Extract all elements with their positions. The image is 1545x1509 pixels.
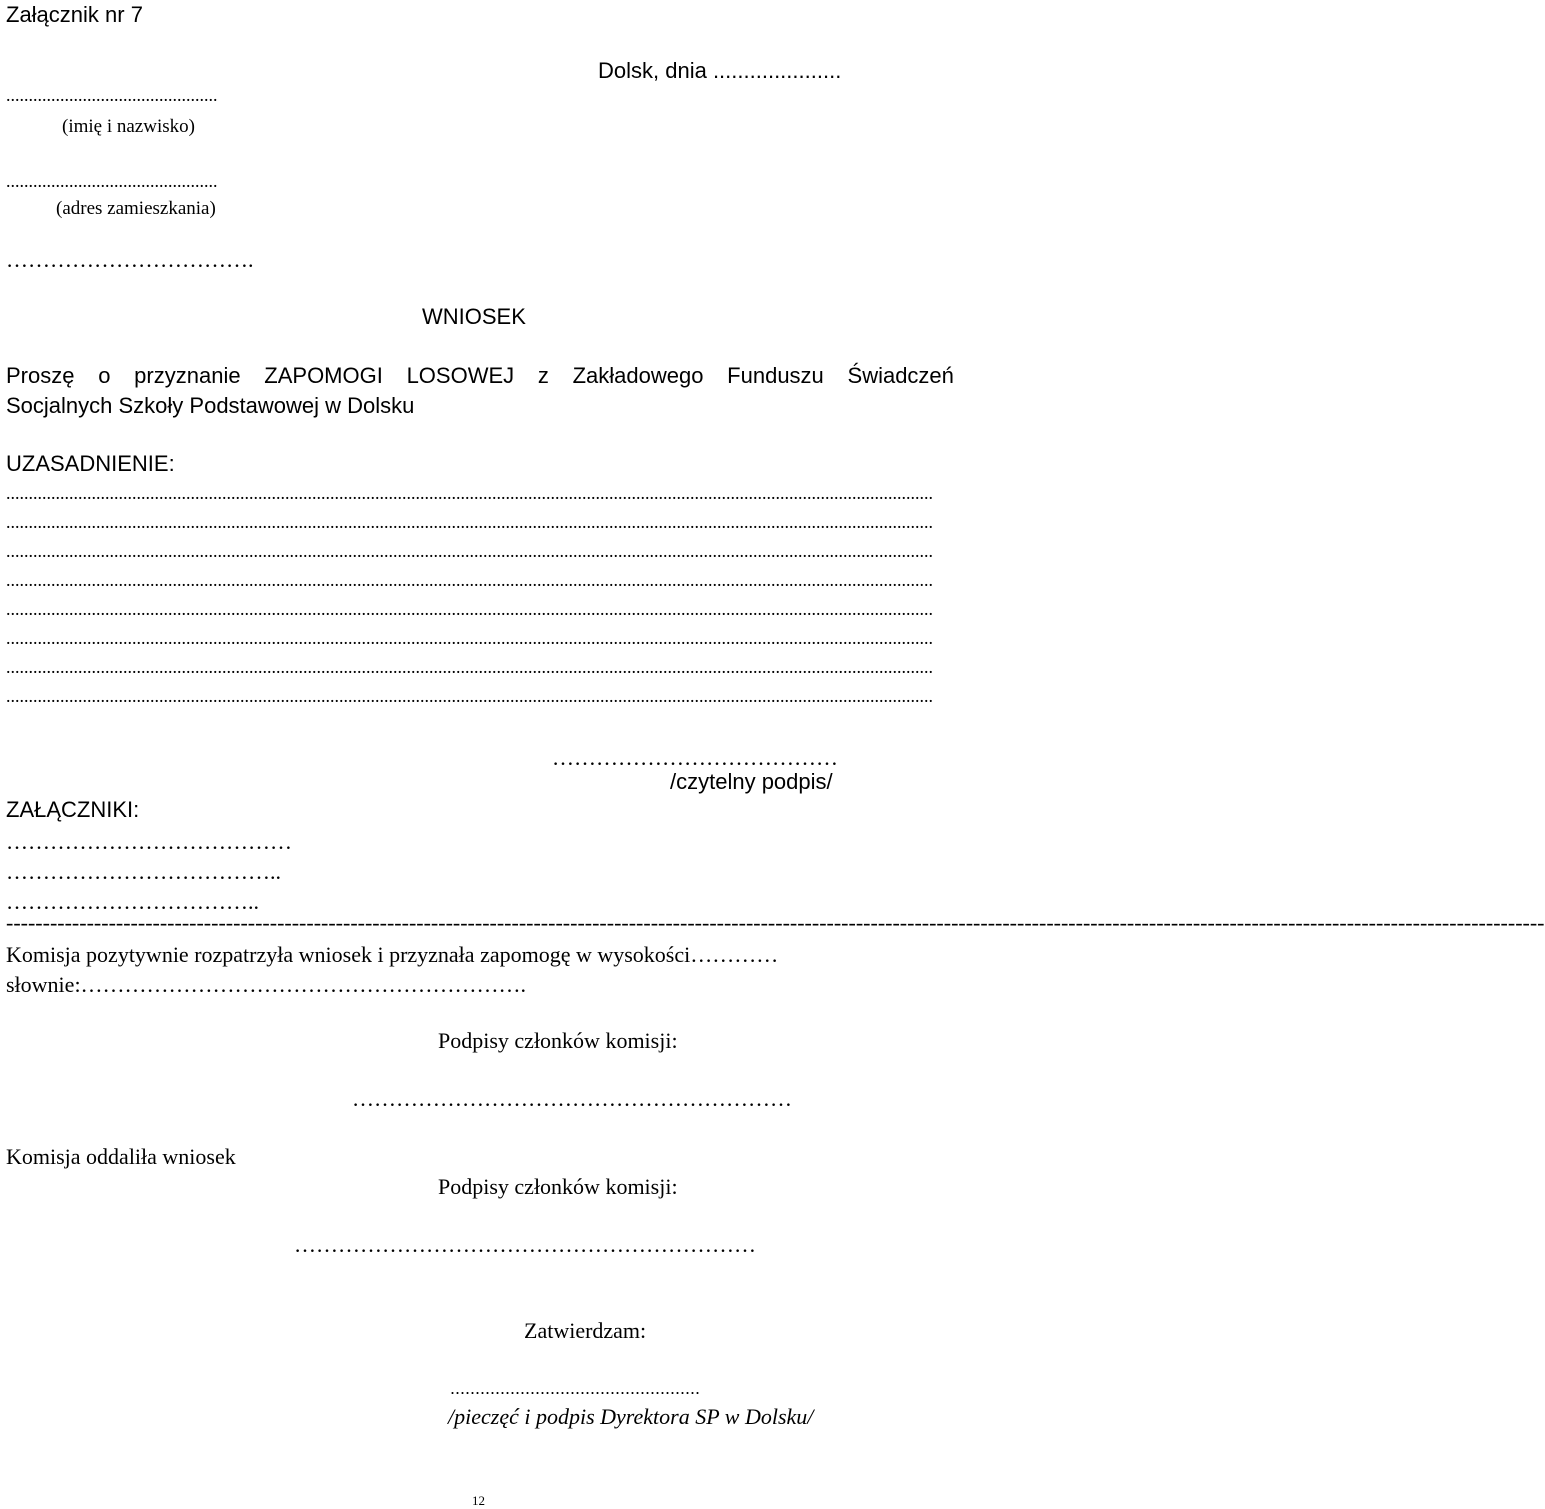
request-word: z — [537, 363, 549, 388]
approve-label: Zatwierdzam: — [524, 1318, 647, 1343]
request-word: przyznanie — [134, 363, 241, 388]
committee-signature-line-1: …………………………………………………… — [352, 1086, 792, 1111]
justification-line: .............................................................................................................................................................................................................. — [6, 628, 933, 648]
request-line-1 — [6, 365, 954, 387]
place-date: Dolsk, dnia ..................... — [598, 58, 842, 83]
committee-signatures-label-2: Podpisy członków komisji: — [438, 1174, 678, 1199]
request-word: o — [98, 363, 111, 388]
request-word: Świadczeń — [847, 363, 954, 388]
justification-line: .............................................................................................................................................................................................................. — [6, 483, 933, 503]
director-signature-line: .................................................. — [450, 1378, 701, 1398]
request-line-2: Socjalnych Szkoły Podstawowej w Dolsku — [6, 393, 415, 418]
attachment-line: ……………………………….. — [6, 859, 281, 884]
request-word: Zakładowego — [572, 363, 704, 388]
separator-line: ------------------------------------------------------------------------------------------------------------------------------------------------------------------------------------------------------------------ — [6, 910, 1545, 935]
attachment-line: …………………………….. — [6, 889, 259, 914]
justification-line: .............................................................................................................................................................................................................. — [6, 512, 933, 532]
attachment-label: Załącznik nr 7 — [6, 2, 143, 27]
committee-signatures-label-1: Podpisy członków komisji: — [438, 1028, 678, 1053]
attachments-label: ZAŁĄCZNIKI: — [6, 797, 140, 822]
approval-text: Komisja pozytywnie rozpatrzyła wniosek i przyznała zapomogę w wysokości………… — [6, 942, 779, 967]
justification-line: .............................................................................................................................................................................................................. — [6, 570, 933, 590]
name-caption: (imię i nazwisko) — [62, 116, 195, 137]
justification-line: .............................................................................................................................................................................................................. — [6, 686, 933, 706]
justification-line: .............................................................................................................................................................................................................. — [6, 599, 933, 619]
page-number: 12 — [472, 1493, 485, 1508]
document-title: WNIOSEK — [422, 304, 526, 329]
amount-in-words: słownie:……………………………………………………. — [6, 972, 527, 997]
signature-caption: /czytelny podpis/ — [670, 769, 833, 794]
rejected-text: Komisja oddaliła wniosek — [6, 1144, 236, 1169]
request-word: LOSOWEJ — [406, 363, 515, 388]
request-word: Proszę — [6, 363, 75, 388]
signature-line: ………………………………… — [552, 745, 838, 770]
justification-line: .............................................................................................................................................................................................................. — [6, 657, 933, 677]
address-caption: (adres zamieszkania) — [56, 198, 216, 219]
justification-line: .............................................................................................................................................................................................................. — [6, 541, 933, 561]
justification-label: UZASADNIENIE: — [6, 451, 175, 476]
attachment-line: ………………………………… — [6, 829, 292, 854]
committee-signature-line-2: ……………………………………………………… — [294, 1232, 756, 1257]
request-word: ZAPOMOGI — [264, 363, 383, 388]
request-word: Funduszu — [727, 363, 824, 388]
address-line: ............................................... — [6, 171, 218, 191]
address-extra-line: ……………………………. — [6, 247, 254, 272]
director-caption: /pieczęć i podpis Dyrektora SP w Dolsku/ — [448, 1404, 814, 1429]
name-line: ............................................... — [6, 85, 218, 105]
